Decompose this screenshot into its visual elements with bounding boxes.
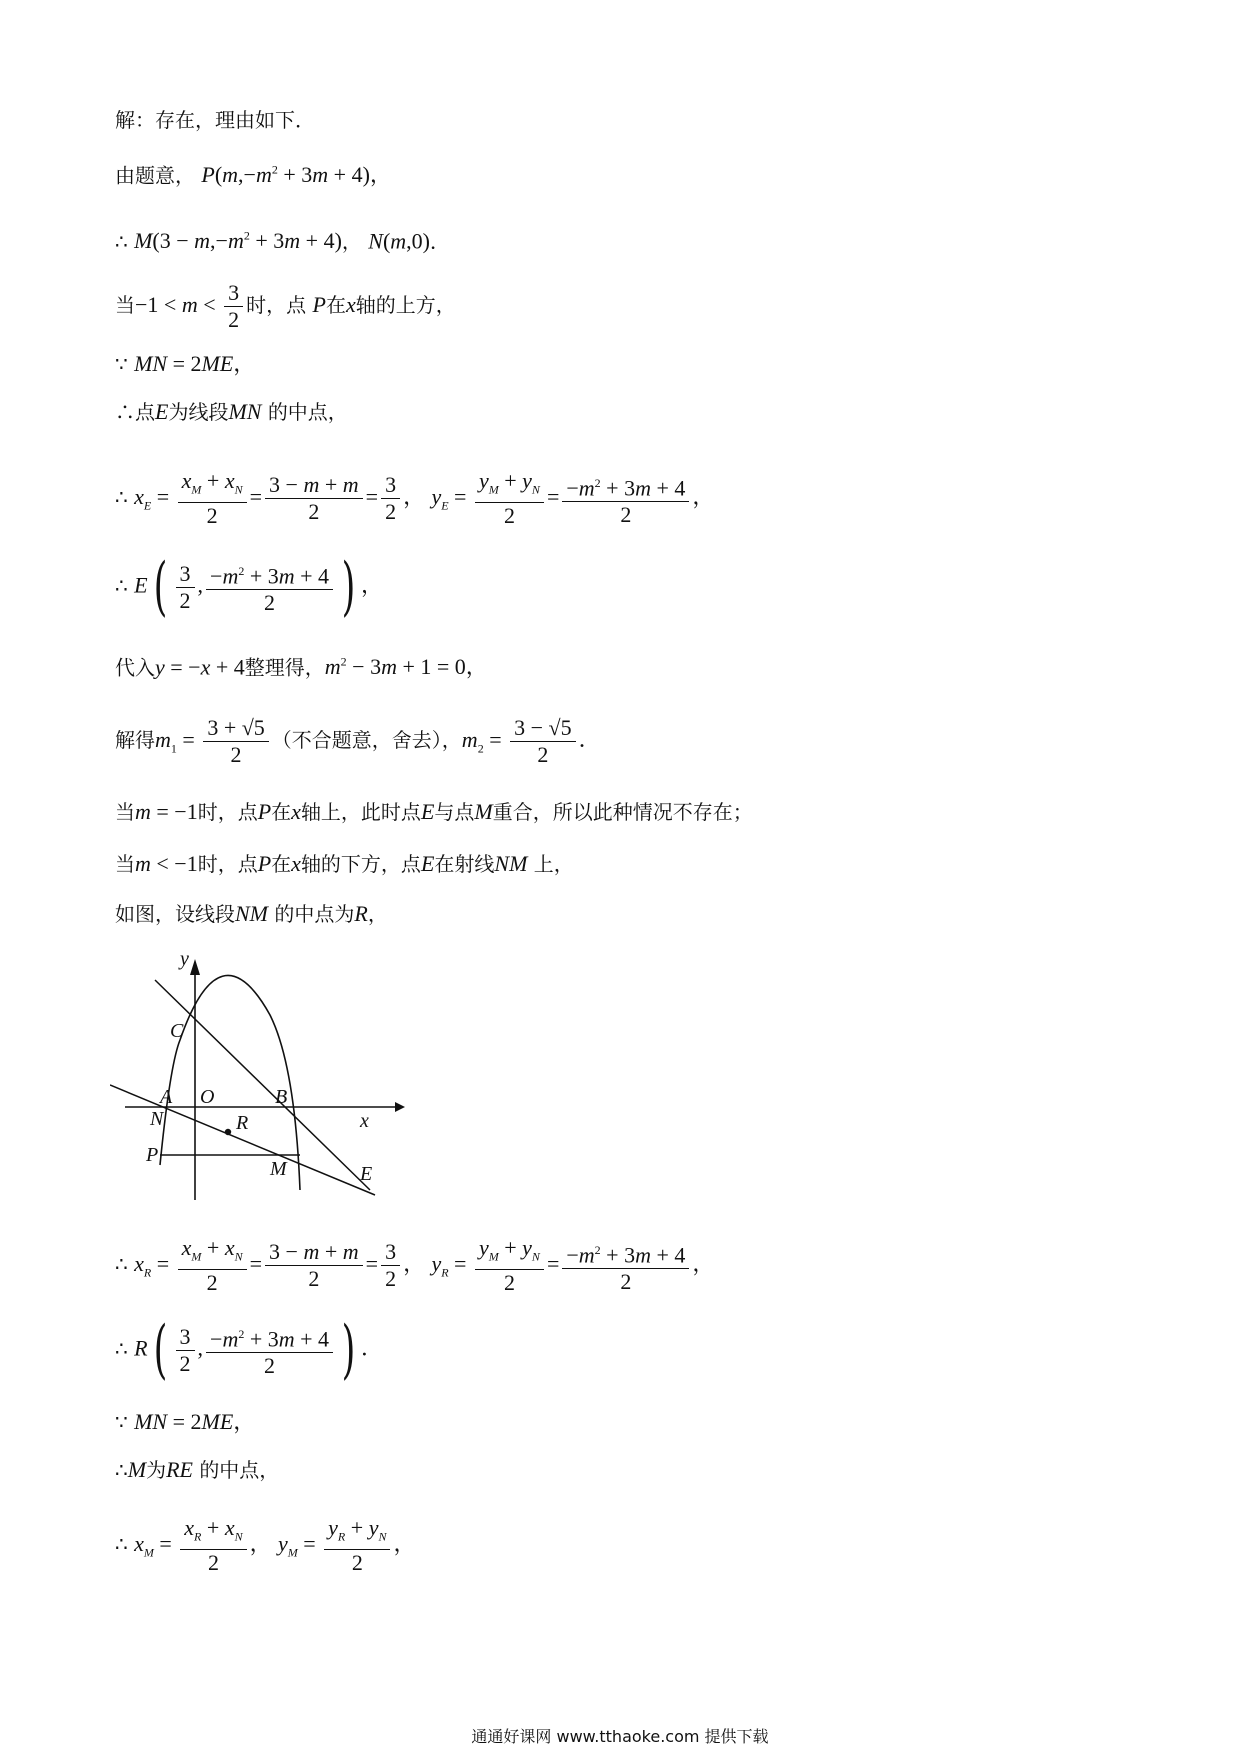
line-18: ∴ $x_M$ = $\frac{x_R + x_N}{2}$ ， $y_M$ = $\frac{y_R + y_N}{2}$ ， xyxy=(115,1515,416,1576)
line-1: 解：存在，理由如下． xyxy=(115,108,315,132)
y-axis-arrow xyxy=(190,959,200,975)
fraction: $\frac{3}{2}$ xyxy=(224,280,243,333)
label-y: y xyxy=(180,948,189,970)
label-p: P xyxy=(146,1144,159,1166)
fraction: $\frac{x_M + x_N}{2}$ xyxy=(178,468,247,529)
math: $M(3 - m,-m^2 + 3m + 4)$ xyxy=(134,228,342,254)
line-8: ∴ E( $\frac{3}{2}$ , $\frac{-m^2 + 3m + 4}{2}$ ) ， xyxy=(115,550,384,624)
line-13: 如图，设线段NM 的中点为R， xyxy=(115,901,388,926)
geometry-figure xyxy=(110,945,410,1205)
footer: 通通好课网 www.tthaoke.com 提供下载 xyxy=(471,1727,769,1746)
label-c: C xyxy=(170,1020,184,1042)
point-r xyxy=(225,1129,231,1135)
line-17: ∴M为RE 的中点， xyxy=(115,1457,280,1482)
line-bc xyxy=(155,980,373,1190)
label-a: A xyxy=(160,1086,173,1108)
label-b: B xyxy=(275,1086,288,1108)
line-14: ∴ $x_R$ = $\frac{x_M + x_N}{2}$ = $\frac{3 - m + m}{2}$ = $\frac{3}{2}$ ， $y_R$ = $\frac{y_M + y_N}{2}$ = $\frac{-m^2 + 3m + 4}{2}$ ， xyxy=(115,1235,715,1296)
label-m: M xyxy=(270,1158,287,1180)
math: $P(m,-m^2 + 3m + 4)$， xyxy=(201,162,392,188)
line-3: ∴ $M(3 - m,-m^2 + 3m + 4)$， N(m,0)． xyxy=(115,228,450,254)
line-10: 解得$m_1$ = $\frac{3 + √5}{2}$ （不合题意，舍去），$m_2$ = $\frac{3 - √5}{2}$ ． xyxy=(115,715,601,767)
x-axis-arrow xyxy=(395,1102,405,1112)
math: $x_E$ = xyxy=(134,484,175,513)
line-11: 当m = −1时，点P在x轴上，此时点E与点M重合，所以此种情况不存在； xyxy=(115,799,753,824)
line-16: ∵ MN = 2ME， xyxy=(115,1409,256,1434)
line-9: 代入y = −x + 4整理得，$m^2 - 3m + 1 = 0$， xyxy=(115,654,488,680)
line-5: ∵ MN = 2ME， xyxy=(115,351,256,376)
label-n: N xyxy=(150,1108,164,1130)
math: −1 < m < xyxy=(135,292,222,317)
line-6: ∴点E为线段MN 的中点， xyxy=(115,399,348,424)
label-o: O xyxy=(200,1086,215,1108)
line-4: 当−1 < m < $\frac{3}{2}$ 时，点 P在x轴的上方， xyxy=(115,280,456,332)
line-12: 当m < −1时，点P在x轴的下方，点E在射线NM 上， xyxy=(115,851,574,876)
label-e: E xyxy=(360,1163,373,1185)
label-r: R xyxy=(236,1112,249,1134)
line-15: ∴ R( $\frac{3}{2}$ , $\frac{-m^2 + 3m + 4}{2}$ ) ． xyxy=(115,1313,384,1387)
math: MN = 2ME， xyxy=(134,351,256,376)
line-nme xyxy=(110,1085,375,1195)
line-7: ∴ $x_E$ = $\frac{x_M + x_N}{2}$ = $\frac{3 - m + m}{2}$ = $\frac{3}{2}$ ， $y_E$ = $\frac{y_M + y_N}{2}$ = $\frac{-m^2 + 3m + 4}{2}$ ， xyxy=(115,468,715,529)
label-x: x xyxy=(360,1110,369,1132)
line-2: 由题意， $P(m,-m^2 + 3m + 4)$， xyxy=(115,162,392,188)
math: N(m,0) xyxy=(368,228,430,254)
